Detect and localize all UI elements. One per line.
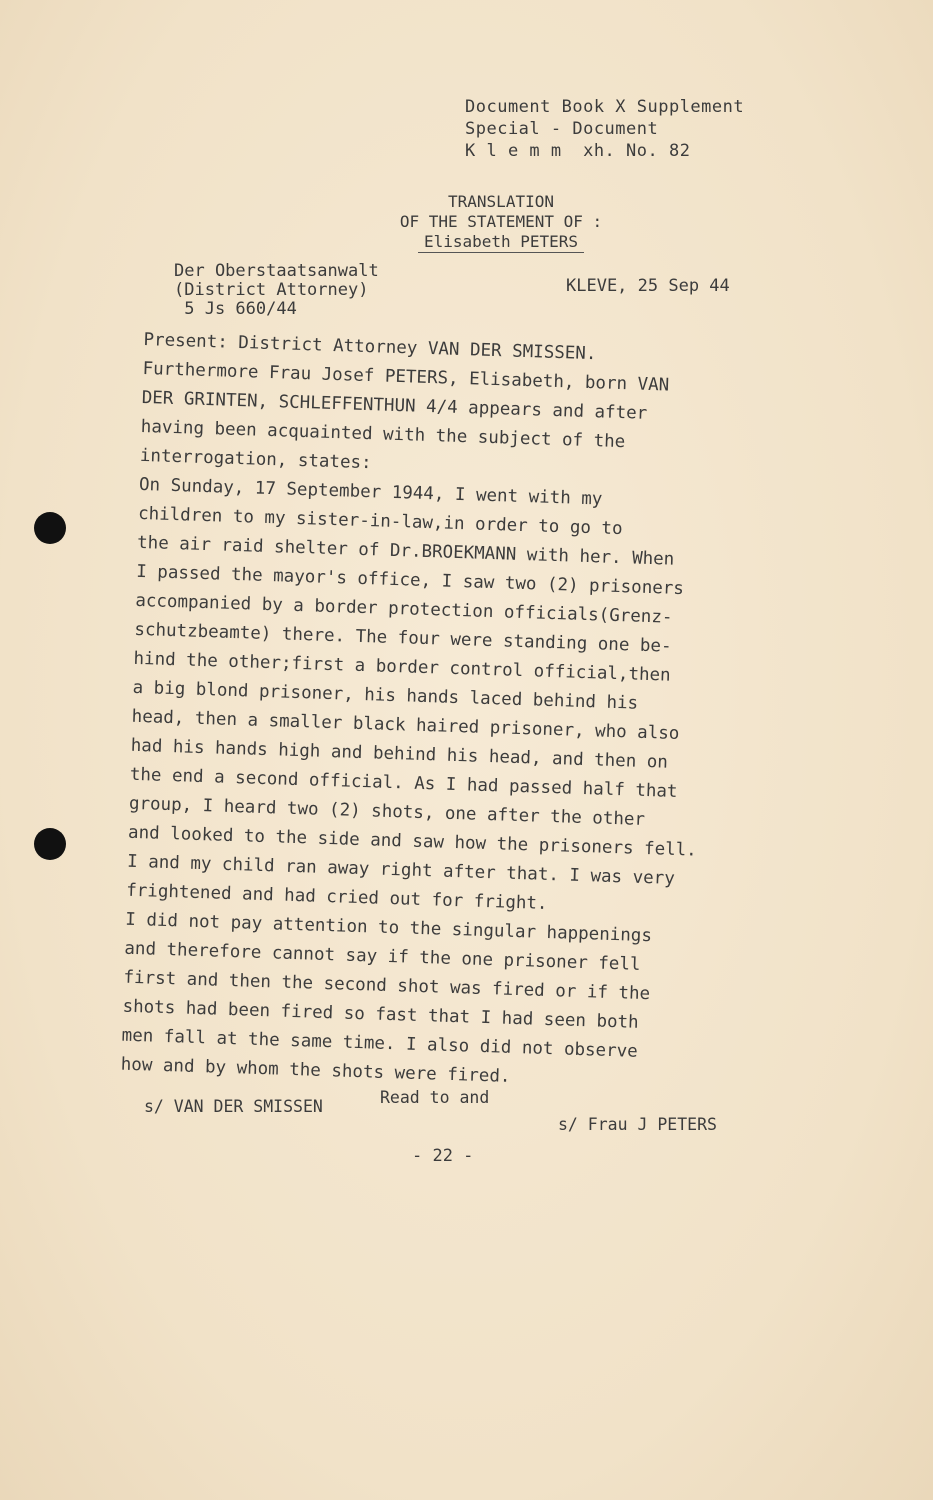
title-line-2: OF THE STATEMENT OF : — [399, 212, 603, 231]
title-line-1: TRANSLATION — [448, 192, 554, 211]
body-line: having been acquainted with the subject of the — [140, 416, 626, 453]
body-line: head, then a smaller black haired prisoner, who also — [131, 706, 680, 745]
body-line: a big blond prisoner, his hands laced behind his — [132, 677, 639, 714]
statement-body — [120, 326, 793, 1100]
place-date: KLEVE, 25 Sep 44 — [566, 276, 730, 296]
document-reference — [465, 96, 744, 162]
signature-witness: s/ Frau J PETERS — [558, 1115, 717, 1134]
body-line: frightened and had cried out for fright. — [125, 880, 548, 914]
body-line: hind the other;first a border control official,then — [133, 648, 671, 686]
page-number: - 22 - — [412, 1146, 474, 1166]
title-line-3: Elisabeth PETERS — [418, 232, 584, 253]
office-line-2: (District Attorney) — [174, 280, 369, 300]
body-line: and looked to the side and saw how the prisoners fell. — [127, 822, 698, 861]
reference-line-2: Special - Document — [465, 119, 659, 139]
body-line: how and by whom the shots were fired. — [120, 1054, 511, 1087]
punch-hole-bottom — [34, 828, 66, 860]
body-line: I did not pay attention to the singular happenings — [125, 909, 653, 947]
signature-district-attorney: s/ VAN DER SMISSEN — [144, 1097, 323, 1116]
body-line: Present: District Attorney VAN DER SMISSEN. — [143, 329, 597, 365]
body-line: first and then the second shot was fired or if the — [123, 967, 651, 1005]
body-line: accompanied by a border protection officials(Grenz- — [135, 590, 673, 628]
office-line-3: 5 Js 660/44 — [174, 299, 297, 319]
body-line: had his hands high and behind his head, and then on — [130, 735, 669, 773]
reference-line-1: Document Book X Supplement — [465, 97, 745, 117]
document-title — [366, 192, 636, 253]
body-line: Furthermore Frau Josef PETERS, Elisabeth, born VAN — [142, 358, 670, 396]
body-line: On Sunday, 17 September 1944, I went with my — [138, 474, 603, 510]
body-line: men fall at the same time. I also did not observe — [121, 1025, 639, 1062]
body-line: children to my sister-in-law,in order to go to — [137, 503, 623, 540]
body-line: and therefore cannot say if the one prisoner fell — [124, 938, 641, 975]
body-line: the air raid shelter of Dr.BROEKMANN with her. When — [136, 532, 675, 570]
body-line: schutzbeamte) there. The four were standing one be- — [134, 619, 672, 657]
body-line: shots had been fired so fast that I had seen both — [122, 996, 639, 1033]
body-line: DER GRINTEN, SCHLEFFENTHUN 4/4 appears and after — [141, 387, 648, 424]
read-to-note: Read to and — [380, 1088, 490, 1107]
body-line: I and my child ran away right after that. I was very — [126, 851, 676, 889]
body-line: the end a second official. As I had passed half that — [129, 764, 678, 802]
reference-line-3: K l e m m xh. No. 82 — [465, 141, 691, 161]
body-line: I passed the mayor's office, I saw two (2) prisoners — [135, 561, 685, 600]
punch-hole-top — [34, 512, 66, 544]
body-line: group, I heard two (2) shots, one after the other — [128, 793, 646, 830]
office-line-1: Der Oberstaatsanwalt — [174, 261, 379, 281]
issuing-office — [174, 262, 379, 319]
body-line: interrogation, states: — [139, 445, 372, 474]
